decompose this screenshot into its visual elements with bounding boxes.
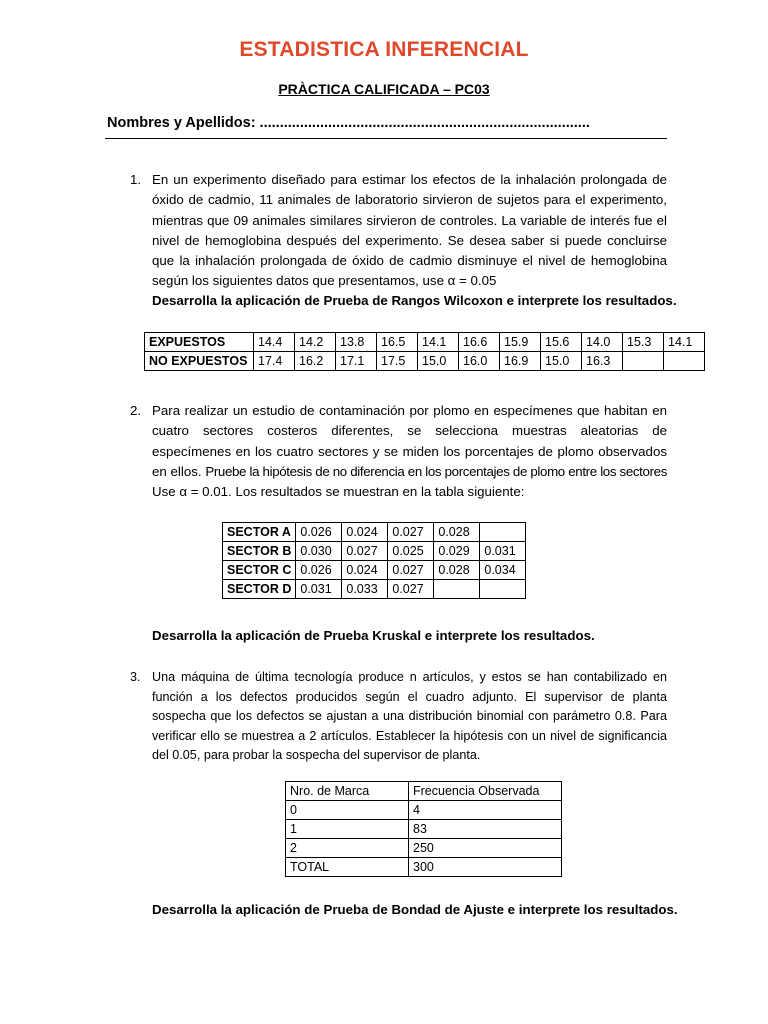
table-cell: 13.8 bbox=[336, 333, 377, 352]
table-cell: 0.024 bbox=[342, 523, 388, 542]
table-header-row bbox=[286, 782, 562, 801]
table-cell: 15.0 bbox=[418, 352, 459, 371]
question-1-text: En un experimento diseñado para estimar los efectos de la inhalación prolongada de óxido de cadmio, 11 animales de laboratorio sirvieron de sujetos para el experimento, mientras que 09 animales similares sirvieron de controles. La variable de interés fue el nivel de hemoglobina después del experimento. Se desea saber si puede concluirse que la inhalación prolongada de óxido de cadmio disminuye el nivel de hemoglobina según los siguientes datos que presentamos, use α = 0.05 bbox=[152, 172, 667, 289]
table-cell: 0.027 bbox=[388, 580, 434, 599]
table-cell bbox=[623, 352, 664, 371]
sector-table bbox=[222, 522, 526, 599]
table-row bbox=[286, 839, 562, 858]
table-cell: 0.030 bbox=[296, 542, 342, 561]
table-cell: 17.4 bbox=[254, 352, 295, 371]
table-cell: 16.2 bbox=[295, 352, 336, 371]
table-cell: 14.1 bbox=[418, 333, 459, 352]
table-cell: 16.5 bbox=[377, 333, 418, 352]
row-label-expuestos: EXPUESTOS bbox=[145, 333, 254, 352]
table-cell: 0.024 bbox=[342, 561, 388, 580]
row-label-no-expuestos: NO EXPUESTOS bbox=[145, 352, 254, 371]
question-2-text-a: Para realizar un estudio de contaminación por plomo en especímenes que habitan en cuatro sectores costeros diferentes, se selecciona muestras aleatorias de especímenes en los cuatro sectores y se miden los porcentajes de plomo observados en ellos. bbox=[152, 403, 667, 479]
table-row bbox=[286, 858, 562, 877]
row-label-sector-a: SECTOR A bbox=[223, 523, 296, 542]
table-cell: 0.025 bbox=[388, 542, 434, 561]
table-cell: 16.0 bbox=[459, 352, 500, 371]
names-field-label: Nombres y Apellidos: .................................................................................. bbox=[107, 115, 590, 131]
question-1-task: Desarrolla la aplicación de Prueba de Rangos Wilcoxon e interprete los resultados. bbox=[152, 293, 677, 308]
row-label-sector-c: SECTOR C bbox=[223, 561, 296, 580]
table-cell: 1 bbox=[286, 820, 409, 839]
table-cell: 15.0 bbox=[541, 352, 582, 371]
question-2 bbox=[130, 401, 667, 502]
table-cell: 0.027 bbox=[388, 523, 434, 542]
table-cell: 15.6 bbox=[541, 333, 582, 352]
column-header-marca: Nro. de Marca bbox=[286, 782, 409, 801]
table-cell bbox=[434, 580, 480, 599]
row-label-sector-d: SECTOR D bbox=[223, 580, 296, 599]
table-cell: 16.9 bbox=[500, 352, 541, 371]
table-row bbox=[145, 333, 705, 352]
table-cell: 14.4 bbox=[254, 333, 295, 352]
table-cell: 0.031 bbox=[480, 542, 526, 561]
question-2-text-c: Use α = 0.01. Los resultados se muestran en la tabla siguiente: bbox=[152, 484, 525, 500]
exposure-table bbox=[144, 332, 705, 371]
table-cell: 0.027 bbox=[342, 542, 388, 561]
table-cell: 16.6 bbox=[459, 333, 500, 352]
table-row bbox=[223, 523, 526, 542]
table-row bbox=[223, 580, 526, 599]
table-cell: 14.1 bbox=[664, 333, 705, 352]
table-cell: 4 bbox=[409, 801, 562, 820]
question-1-number: 1. bbox=[130, 172, 142, 187]
table-cell: 0.026 bbox=[296, 523, 342, 542]
table-cell: 0.031 bbox=[296, 580, 342, 599]
table-cell: 83 bbox=[409, 820, 562, 839]
table-cell bbox=[664, 352, 705, 371]
table-cell: 15.9 bbox=[500, 333, 541, 352]
question-3 bbox=[130, 668, 667, 766]
table-cell: 250 bbox=[409, 839, 562, 858]
question-2-text bbox=[152, 401, 667, 502]
table-cell: 0.028 bbox=[434, 561, 480, 580]
table-cell: 0.026 bbox=[296, 561, 342, 580]
question-1 bbox=[130, 170, 667, 292]
table-cell: 0.034 bbox=[480, 561, 526, 580]
table-cell bbox=[480, 580, 526, 599]
table-cell: 0.027 bbox=[388, 561, 434, 580]
table-row bbox=[286, 820, 562, 839]
table-cell: 17.1 bbox=[336, 352, 377, 371]
table-cell: 0.028 bbox=[434, 523, 480, 542]
table-cell: 0.029 bbox=[434, 542, 480, 561]
table-cell bbox=[480, 523, 526, 542]
frequency-table bbox=[285, 781, 562, 877]
question-3-text: Una máquina de última tecnología produce n artículos, y estos se han contabilizado en función a los defectos producidos según el cuadro adjunto. El supervisor de planta sospecha que los defectos se ajustan a una distribución binomial con parámetro 0.8. Para verificar ello se muestrea a 2 artículos. Establecer la hipótesis con un nivel de significancia del 0.05, para probar la sospecha del supervisor de planta. bbox=[152, 670, 667, 762]
table-cell: 14.0 bbox=[582, 333, 623, 352]
table-row bbox=[145, 352, 705, 371]
question-3-number: 3. bbox=[130, 670, 141, 684]
row-label-sector-b: SECTOR B bbox=[223, 542, 296, 561]
table-cell: 16.3 bbox=[582, 352, 623, 371]
table-cell: 2 bbox=[286, 839, 409, 858]
question-2-task: Desarrolla la aplicación de Prueba Kruskal e interprete los resultados. bbox=[152, 628, 595, 643]
question-3-task: Desarrolla la aplicación de Prueba de Bondad de Ajuste e interprete los resultados. bbox=[152, 902, 678, 917]
table-cell: 15.3 bbox=[623, 333, 664, 352]
question-2-text-b: Pruebe la hipótesis de no diferencia en los porcentajes de plomo entre los sectores bbox=[205, 463, 667, 479]
table-cell: 300 bbox=[409, 858, 562, 877]
table-cell: 0.033 bbox=[342, 580, 388, 599]
table-cell: 17.5 bbox=[377, 352, 418, 371]
document-title: ESTADISTICA INFERENCIAL bbox=[239, 38, 529, 61]
table-row bbox=[223, 542, 526, 561]
table-row bbox=[286, 801, 562, 820]
document-subtitle: PRÀCTICA CALIFICADA – PC03 bbox=[278, 81, 490, 97]
table-cell: 0 bbox=[286, 801, 409, 820]
names-underline bbox=[105, 138, 667, 139]
table-row bbox=[223, 561, 526, 580]
table-cell: TOTAL bbox=[286, 858, 409, 877]
table-cell: 14.2 bbox=[295, 333, 336, 352]
column-header-frecuencia: Frecuencia Observada bbox=[409, 782, 562, 801]
question-2-number: 2. bbox=[130, 403, 142, 418]
